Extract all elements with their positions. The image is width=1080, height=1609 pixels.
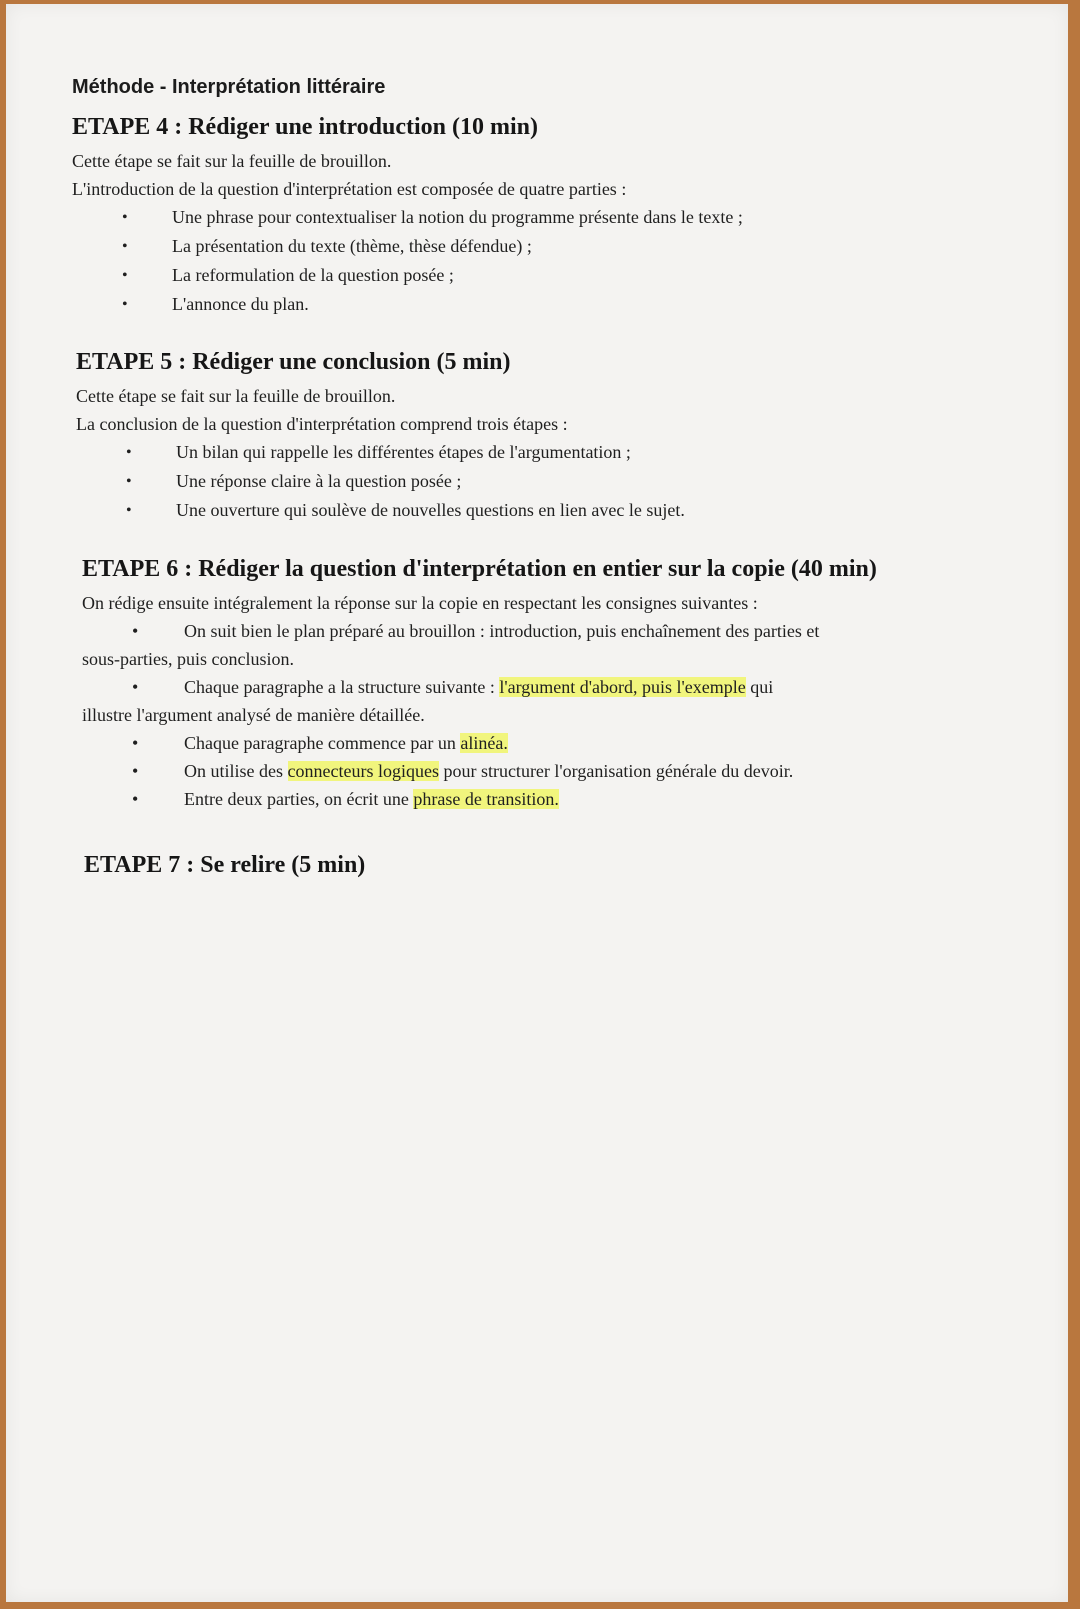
paragraph: On rédige ensuite intégralement la réponse sur la copie en respectant les consignes suivantes : — [82, 593, 758, 613]
section-etape-5 — [76, 349, 976, 525]
list-item: • Une réponse claire à la question posée ; — [76, 467, 976, 496]
section-heading: ETAPE 6 : Rédiger la question d'interprétation en entier sur la copie (40 min) — [82, 556, 877, 582]
list-item: • La reformulation de la question posée ; — [72, 261, 972, 290]
section-heading: ETAPE 4 : Rédiger une introduction (10 min) — [72, 114, 539, 140]
highlighted-text: phrase de transition. — [413, 789, 559, 809]
list-item: • On suit bien le plan préparé au brouillon : introduction, puis enchaînement des parties et — [82, 617, 1042, 645]
section-etape-7 — [84, 852, 984, 885]
list-item: • Chaque paragraphe a la structure suivante : l'argument d'abord, puis l'exemple qui — [82, 673, 1042, 701]
list-item: • L'annonce du plan. — [72, 290, 972, 319]
list-item: • On utilise des connecteurs logiques pour structurer l'organisation générale du devoir. — [82, 757, 1042, 785]
bullet-icon: • — [132, 733, 139, 753]
paragraph-continuation: sous-parties, puis conclusion. — [82, 649, 294, 669]
paragraph: Cette étape se fait sur la feuille de brouillon. — [72, 151, 392, 171]
bullet-icon: • — [132, 677, 139, 697]
list-item: • Entre deux parties, on écrit une phrase de transition. — [82, 785, 1042, 813]
bullet-icon: • — [122, 296, 128, 313]
bullet-icon: • — [126, 473, 132, 490]
page-title: Méthode - Interprétation littéraire — [72, 76, 386, 98]
paragraph-continuation: illustre l'argument analysé de manière détaillée. — [82, 705, 425, 725]
paragraph: L'introduction de la question d'interprétation est composée de quatre parties : — [72, 179, 627, 199]
bullet-icon: • — [126, 502, 132, 519]
document-page — [6, 4, 1068, 1602]
bullet-icon: • — [132, 621, 139, 641]
bullet-icon: • — [126, 444, 132, 461]
list-item: • Un bilan qui rappelle les différentes étapes de l'argumentation ; — [76, 438, 976, 467]
bullet-list — [72, 203, 972, 319]
section-heading: ETAPE 7 : Se relire (5 min) — [84, 852, 366, 878]
bullet-icon: • — [122, 238, 128, 255]
bullet-list — [76, 438, 976, 525]
section-etape-4 — [72, 114, 972, 319]
highlighted-text: alinéa. — [460, 733, 508, 753]
paragraph: Cette étape se fait sur la feuille de brouillon. — [76, 386, 396, 406]
list-item: • La présentation du texte (thème, thèse défendue) ; — [72, 232, 972, 261]
section-heading: ETAPE 5 : Rédiger une conclusion (5 min) — [76, 349, 511, 375]
list-item: • Une phrase pour contextualiser la notion du programme présente dans le texte ; — [72, 203, 972, 232]
bullet-icon: • — [122, 267, 128, 284]
paragraph: La conclusion de la question d'interprétation comprend trois étapes : — [76, 414, 568, 434]
bullet-icon: • — [122, 209, 128, 226]
bullet-icon: • — [132, 789, 139, 809]
bullet-icon: • — [132, 761, 139, 781]
highlighted-text: connecteurs logiques — [287, 761, 439, 781]
highlighted-text: l'argument d'abord, puis l'exemple — [499, 677, 746, 697]
section-etape-6 — [82, 556, 1042, 813]
list-item: • Chaque paragraphe commence par un alinéa. — [82, 729, 1042, 757]
list-item: • Une ouverture qui soulève de nouvelles questions en lien avec le sujet. — [76, 496, 976, 525]
